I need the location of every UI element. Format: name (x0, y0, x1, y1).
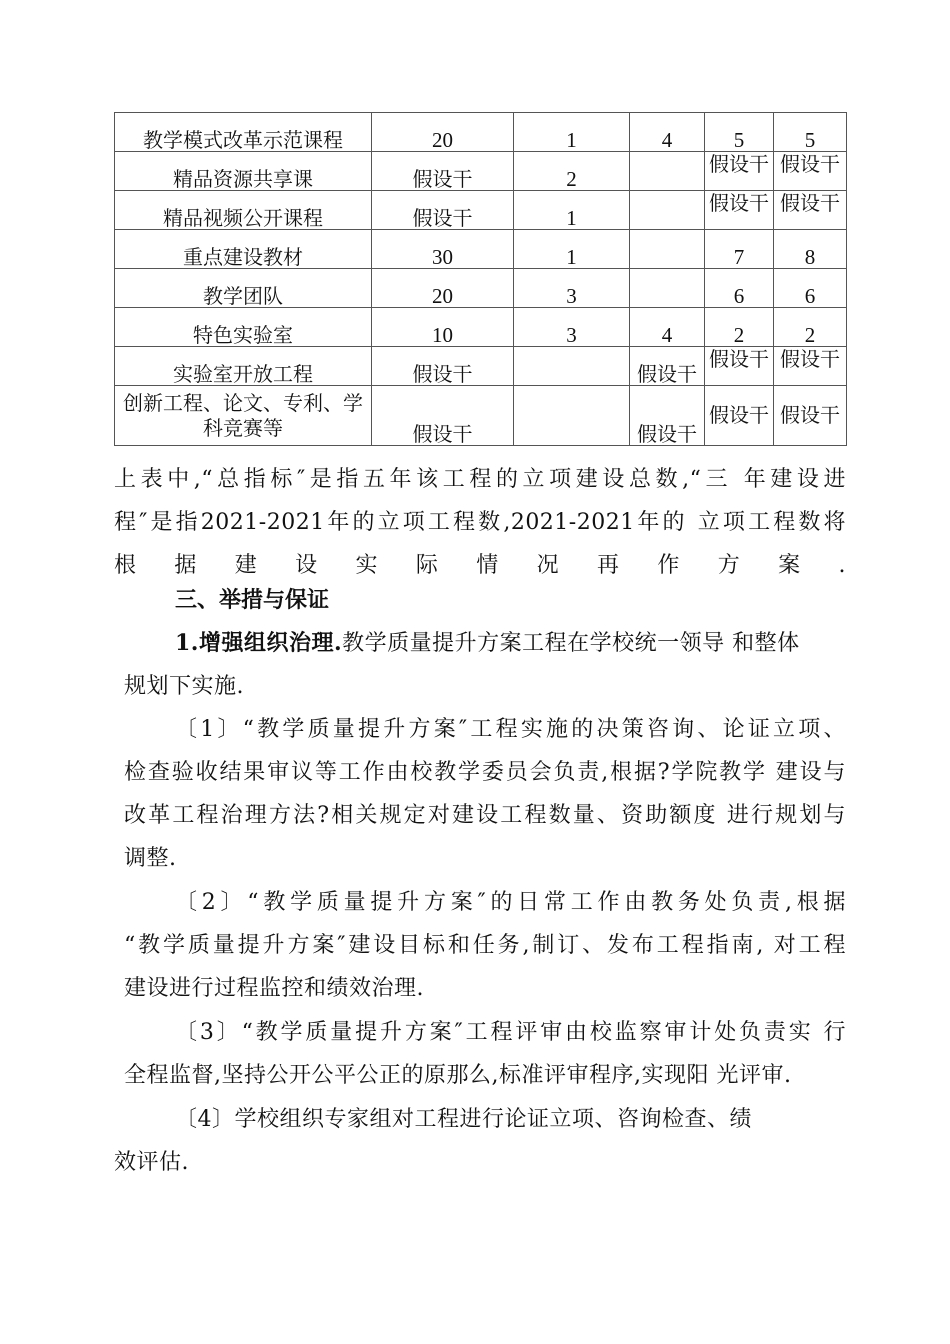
item-line: 〔4〕学校组织专家组对工程进行论证立项、咨询检查、绩 (175, 1107, 752, 1132)
value-cell (630, 269, 705, 308)
table-row (115, 230, 847, 269)
table-row (115, 269, 847, 308)
value-cell: 3 (514, 269, 630, 308)
project-name-cell: 特色实验室 (115, 308, 372, 347)
note-line: 程″是指2021-2021年的立项工程数,2021-2021年的 立项工程数将 (114, 510, 846, 535)
value-cell: 10 (372, 308, 514, 347)
paragraph-line: 规划下实施. (124, 674, 244, 699)
value-cell: 假设干 (705, 152, 774, 191)
value-cell: 2 (774, 308, 847, 347)
table-row (115, 347, 847, 386)
value-cell: 6 (774, 269, 847, 308)
value-cell: 3 (514, 308, 630, 347)
project-name-cell: 创新工程、论文、专利、学科竞赛等 (115, 386, 372, 446)
value-cell: 假设干 (372, 191, 514, 230)
section-title: 三、举措与保证 (175, 587, 330, 613)
project-table (114, 112, 847, 446)
note-line: 根 据 建 设 实 际 情 况 再 作 方 案 . (114, 553, 846, 578)
value-cell: 假设干 (372, 386, 514, 446)
value-cell: 假设干 (705, 347, 774, 386)
value-cell: 5 (774, 113, 847, 152)
value-cell: 4 (630, 308, 705, 347)
value-cell: 假设干 (372, 152, 514, 191)
value-cell: 1 (514, 191, 630, 230)
value-cell: 假设干 (774, 386, 847, 446)
item-line: 改革工程治理方法?相关规定对建设工程数量、资助额度 进行规划与 (124, 803, 846, 828)
value-cell: 假设干 (774, 152, 847, 191)
paragraph-text: 教学质量提升方案工程在学校统一领导 和整体 (342, 631, 800, 656)
project-name-cell: 教学模式改革示范课程 (115, 113, 372, 152)
project-name-cell: 精品资源共享课 (115, 152, 372, 191)
value-cell: 5 (705, 113, 774, 152)
paragraph-line (175, 626, 800, 657)
value-cell (630, 230, 705, 269)
item-line: “教学质量提升方案″建设目标和任务,制订、发布工程指南, 对工程 (124, 933, 846, 958)
value-cell (630, 191, 705, 230)
table-row (115, 113, 847, 152)
table-row (115, 191, 847, 230)
item-line: 全程监督,坚持公开公平公正的原那么,标准评审程序,实现阳 光评审. (124, 1063, 792, 1088)
value-cell: 20 (372, 269, 514, 308)
item-line: 效评估. (114, 1150, 189, 1175)
value-cell: 假设干 (705, 191, 774, 230)
item-line: 调整. (124, 846, 177, 871)
value-cell: 2 (514, 152, 630, 191)
value-cell: 30 (372, 230, 514, 269)
table-row (115, 386, 847, 446)
item-line: 建设进行过程监控和绩效治理. (124, 976, 424, 1001)
value-cell: 1 (514, 113, 630, 152)
value-cell: 假设干 (630, 347, 705, 386)
table-row (115, 308, 847, 347)
value-cell (514, 386, 630, 446)
item-line: 〔2〕“教学质量提升方案″的日常工作由教务处负责,根据 (175, 890, 846, 915)
value-cell: 2 (705, 308, 774, 347)
item-line: 检查验收结果审议等工作由校教学委员会负责,根据?学院教学 建设与 (124, 760, 846, 785)
project-name-cell: 重点建设教材 (115, 230, 372, 269)
item-line: 〔1〕“教学质量提升方案″工程实施的决策咨询、论证立项、 (175, 717, 846, 742)
value-cell: 7 (705, 230, 774, 269)
note-line: 上表中,“总指标″是指五年该工程的立项建设总数,“三 年建设进 (114, 467, 846, 492)
value-cell: 4 (630, 113, 705, 152)
project-name-cell: 教学团队 (115, 269, 372, 308)
paragraph-lead: 1.增强组织治理. (175, 630, 343, 656)
value-cell: 假设干 (630, 386, 705, 446)
table-row (115, 152, 847, 191)
value-cell: 8 (774, 230, 847, 269)
value-cell: 假设干 (705, 386, 774, 446)
value-cell: 1 (514, 230, 630, 269)
value-cell: 假设干 (774, 191, 847, 230)
value-cell (630, 152, 705, 191)
value-cell: 假设干 (774, 347, 847, 386)
project-name-cell: 精品视频公开课程 (115, 191, 372, 230)
value-cell: 20 (372, 113, 514, 152)
item-line: 〔3〕“教学质量提升方案″工程评审由校监察审计处负责实 行 (175, 1020, 846, 1045)
value-cell: 假设干 (372, 347, 514, 386)
value-cell: 6 (705, 269, 774, 308)
project-name-cell: 实验室开放工程 (115, 347, 372, 386)
value-cell (514, 347, 630, 386)
